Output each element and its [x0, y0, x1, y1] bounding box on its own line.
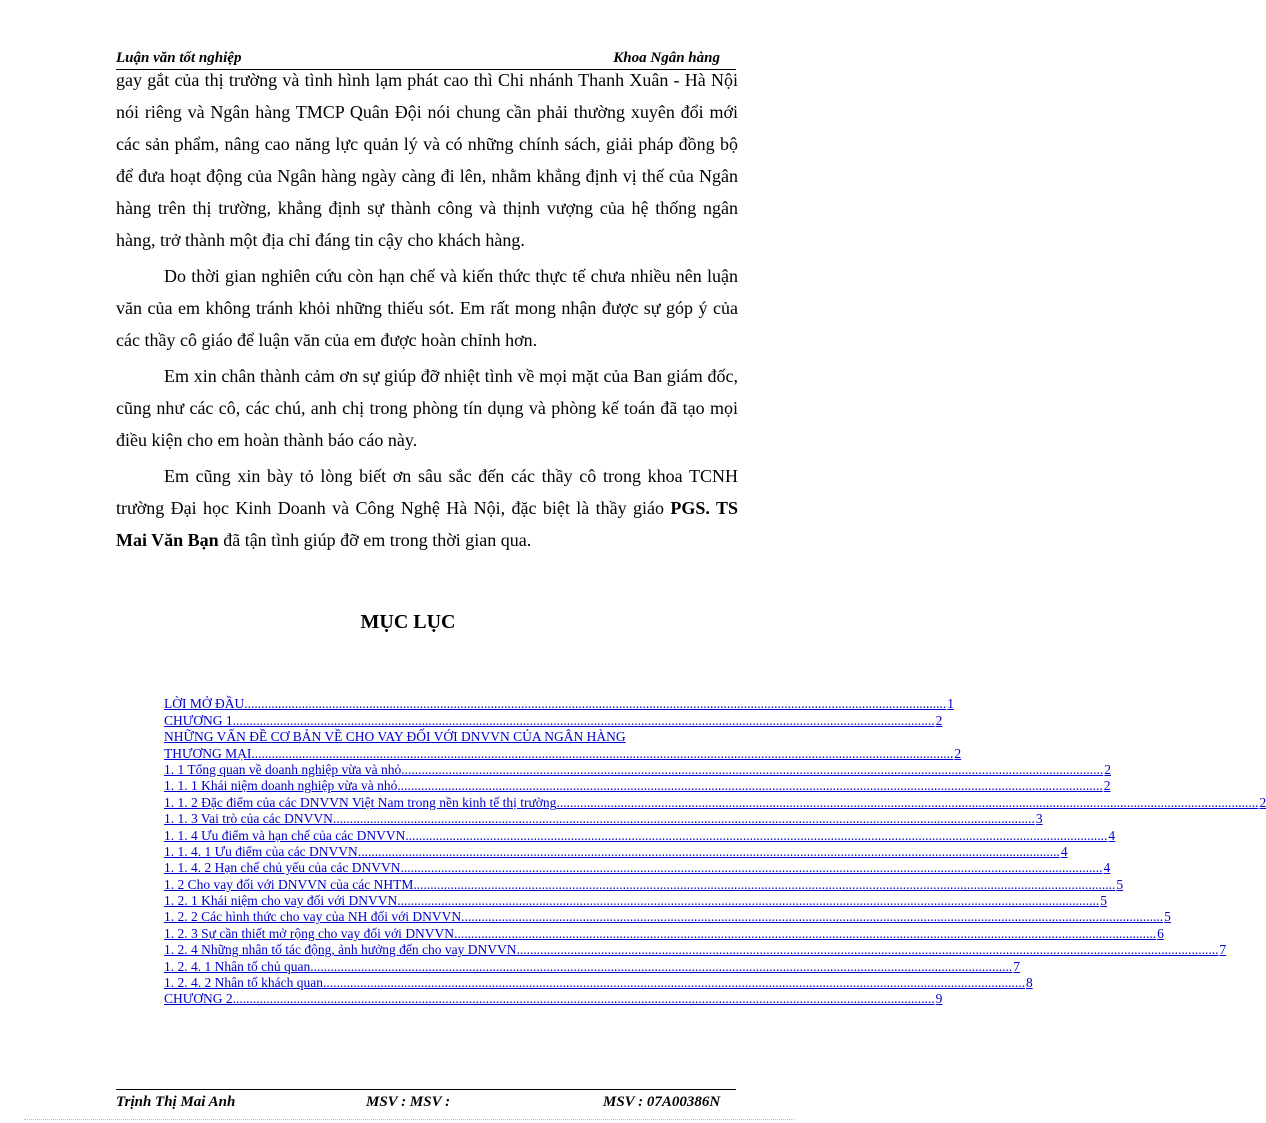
toc-entry-text: 1. 1. 4 Ưu điểm và hạn chế của các DNVVN — [164, 827, 406, 843]
paragraph-4-start: Em cũng xin bày tỏ lòng biết ơn sâu sắc đến các thầy cô trong khoa TCNH trường Đại học Kinh Doanh và Công Nghệ Hà Nội, đặc biệt là thầy giáo — [116, 466, 738, 518]
toc-entry[interactable] — [164, 843, 1068, 860]
toc-leader — [413, 877, 1115, 893]
table-of-contents — [164, 696, 1266, 1007]
toc-entry-page: 2 — [1259, 794, 1266, 810]
advisor-name: PGS. TS Mai Văn Bạn — [116, 498, 738, 550]
toc-entry[interactable] — [164, 909, 1171, 925]
paragraph-2: Do thời gian nghiên cứu còn hạn chế và kiến thức thực tế chưa nhiều nên luận văn của em không tránh khỏi những thiếu sót. Em rất mong nhận được sự góp ý của các thầy cô giáo để luận văn của em được hoàn chỉnh hơn. — [116, 266, 738, 350]
toc-leader — [244, 696, 946, 712]
toc-entry-text: 1. 1. 3 Vai trò của các DNVVN — [164, 811, 333, 827]
toc-entry-page: 3 — [1035, 811, 1043, 827]
toc-entry[interactable] — [164, 761, 1112, 778]
toc-entry-text: 1. 1. 2 Đặc điểm của các DNVVN Việt Nam trong nền kinh tế thị trường — [164, 794, 557, 810]
toc-entry[interactable] — [164, 778, 1111, 794]
toc-leader — [397, 893, 1099, 909]
toc-entry-page: 4 — [1108, 827, 1116, 843]
paragraph-4 — [116, 460, 738, 556]
toc-entry[interactable] — [164, 860, 1111, 876]
toc-entry-text: 1. 1. 4. 1 Ưu điểm của các DNVVN — [164, 843, 358, 859]
toc-entry-text: 1. 2. 3 Sự cần thiết mở rộng cho vay đối với DNVVN — [164, 925, 455, 941]
footer-student-id: MSV : 07A00386N — [603, 1094, 721, 1110]
toc-entry-page: 5 — [1100, 893, 1107, 909]
toc-entry[interactable] — [164, 991, 943, 1007]
toc-leader — [401, 778, 1103, 794]
toc-entry-page: 5 — [1116, 876, 1124, 892]
footer-student-id-placeholder: MSV : MSV : — [366, 1094, 451, 1110]
toc-leader — [454, 926, 1156, 942]
toc-entry[interactable] — [164, 729, 738, 745]
toc-entry-page: 4 — [1103, 860, 1111, 876]
footer-author: Trịnh Thị Mai Anh — [116, 1094, 236, 1110]
toc-title: MỤC LỤC — [360, 611, 456, 633]
toc-entry-page: 8 — [1025, 975, 1033, 991]
toc-leader — [310, 959, 1012, 975]
toc-entry[interactable] — [164, 712, 943, 728]
toc-entry-page: 2 — [1104, 761, 1112, 777]
paragraph-1: gay gắt của thị trường và tình hình lạm phát cao thì Chi nhánh Thanh Xuân - Hà Nội nói riêng và Ngân hàng TMCP Quân Đội nói chung cần phải thường xuyên đổi mới các sản phẩm, nâng cao năng lực quản lý và có những chính sách, giải pháp đồng bộ để đưa hoạt động của Ngân hàng ngày càng đi lên, nhằm khẳng định vị thế của Ngân hàng trên thị trường, khẳng định sự thành công và thịnh vượng của hệ thống ngân hàng, trở thành một địa chỉ đáng tin cậy cho khách hàng. — [116, 70, 738, 250]
toc-entry[interactable] — [164, 893, 1107, 909]
toc-entry-text: 1. 2. 4. 1 Nhân tố chủ quan — [164, 958, 311, 974]
toc-leader — [233, 991, 935, 1007]
toc-entry-text: 1. 2. 1 Khái niệm cho vay đối với DNVVN — [164, 893, 398, 909]
toc-entry-page: 2 — [954, 745, 962, 761]
toc-entry[interactable] — [164, 696, 954, 712]
toc-entry-page: 4 — [1060, 843, 1068, 859]
toc-leader — [233, 713, 935, 729]
toc-leader — [358, 844, 1060, 860]
toc-entry-text: LỜI MỞ ĐẦU — [164, 696, 245, 712]
toc-entry-text: CHƯƠNG 2 — [164, 991, 233, 1007]
toc-entry[interactable] — [164, 925, 1164, 941]
body-text — [116, 64, 738, 556]
toc-entry-text: NHỮNG VẤN ĐỀ CƠ BẢN VỀ CHO VAY ĐỐI VỚI DNVVN CỦA NGÂN HÀNG — [164, 729, 626, 745]
toc-entry-page: 1 — [947, 696, 954, 712]
toc-entry-page: 5 — [1164, 909, 1171, 925]
toc-entry[interactable] — [164, 811, 1043, 827]
header-faculty-label: Khoa Ngân hàng — [613, 50, 720, 66]
toc-entry[interactable] — [164, 876, 1124, 892]
toc-entry-page: 2 — [935, 712, 943, 728]
toc-entry-text: 1. 1. 4. 2 Hạn chế chủ yếu của các DNVVN — [164, 860, 401, 876]
page-bottom-edge — [24, 1119, 794, 1120]
toc-entry-page: 7 — [1013, 958, 1020, 974]
toc-entry-text: CHƯƠNG 1 — [164, 712, 233, 728]
toc-entry[interactable] — [164, 975, 1033, 991]
toc-leader — [405, 828, 1107, 844]
toc-entry-page: 2 — [1103, 778, 1111, 794]
toc-entry-text: 1. 2. 4 Những nhân tố tác động, ảnh hưởng đến cho vay DNVVN — [164, 942, 517, 958]
paragraph-3: Em xin chân thành cảm ơn sự giúp đỡ nhiệt tình về mọi mặt của Ban giám đốc, cũng như các cô, các chú, anh chị trong phòng tín dụng và phòng kế toán đã tạo mọi điều kiện cho em hoàn thành báo cáo này. — [116, 366, 738, 450]
toc-entry[interactable] — [164, 745, 962, 761]
toc-entry-page: 7 — [1219, 942, 1227, 958]
header-thesis-label: Luận văn tốt nghiệp — [116, 50, 242, 66]
toc-entry[interactable] — [164, 794, 1266, 810]
toc-entry-text: 1. 2. 2 Các hình thức cho vay của NH đối với DNVVN — [164, 909, 462, 925]
toc-leader — [401, 762, 1103, 778]
toc-entry-page: 9 — [935, 991, 943, 1007]
toc-leader — [401, 860, 1103, 876]
toc-entry[interactable] — [164, 942, 1227, 958]
footer-divider — [116, 1089, 736, 1090]
toc-entry-text: 1. 1. 1 Khái niệm doanh nghiệp vừa và nhỏ. — [164, 778, 401, 794]
toc-entry-text: 1. 1 Tổng quan về doanh nghiệp vừa và nhỏ — [164, 761, 402, 777]
toc-leader — [556, 795, 1258, 811]
toc-entry-page: 6 — [1157, 925, 1164, 941]
toc-entry-text: 1. 2 Cho vay đối với DNVVN của các NHTM — [164, 876, 414, 892]
paragraph-4-end: đã tận tình giúp đỡ em trong thời gian qua. — [218, 530, 532, 550]
toc-entry[interactable] — [164, 827, 1116, 843]
toc-leader — [333, 811, 1035, 827]
toc-entry[interactable] — [164, 958, 1020, 974]
toc-leader — [251, 746, 953, 762]
toc-entry-text: THƯƠNG MẠI — [164, 745, 252, 761]
toc-leader — [516, 942, 1218, 958]
toc-leader — [461, 909, 1163, 925]
toc-entry-text: 1. 2. 4. 2 Nhân tố khách quan — [164, 975, 323, 991]
toc-leader — [323, 975, 1025, 991]
